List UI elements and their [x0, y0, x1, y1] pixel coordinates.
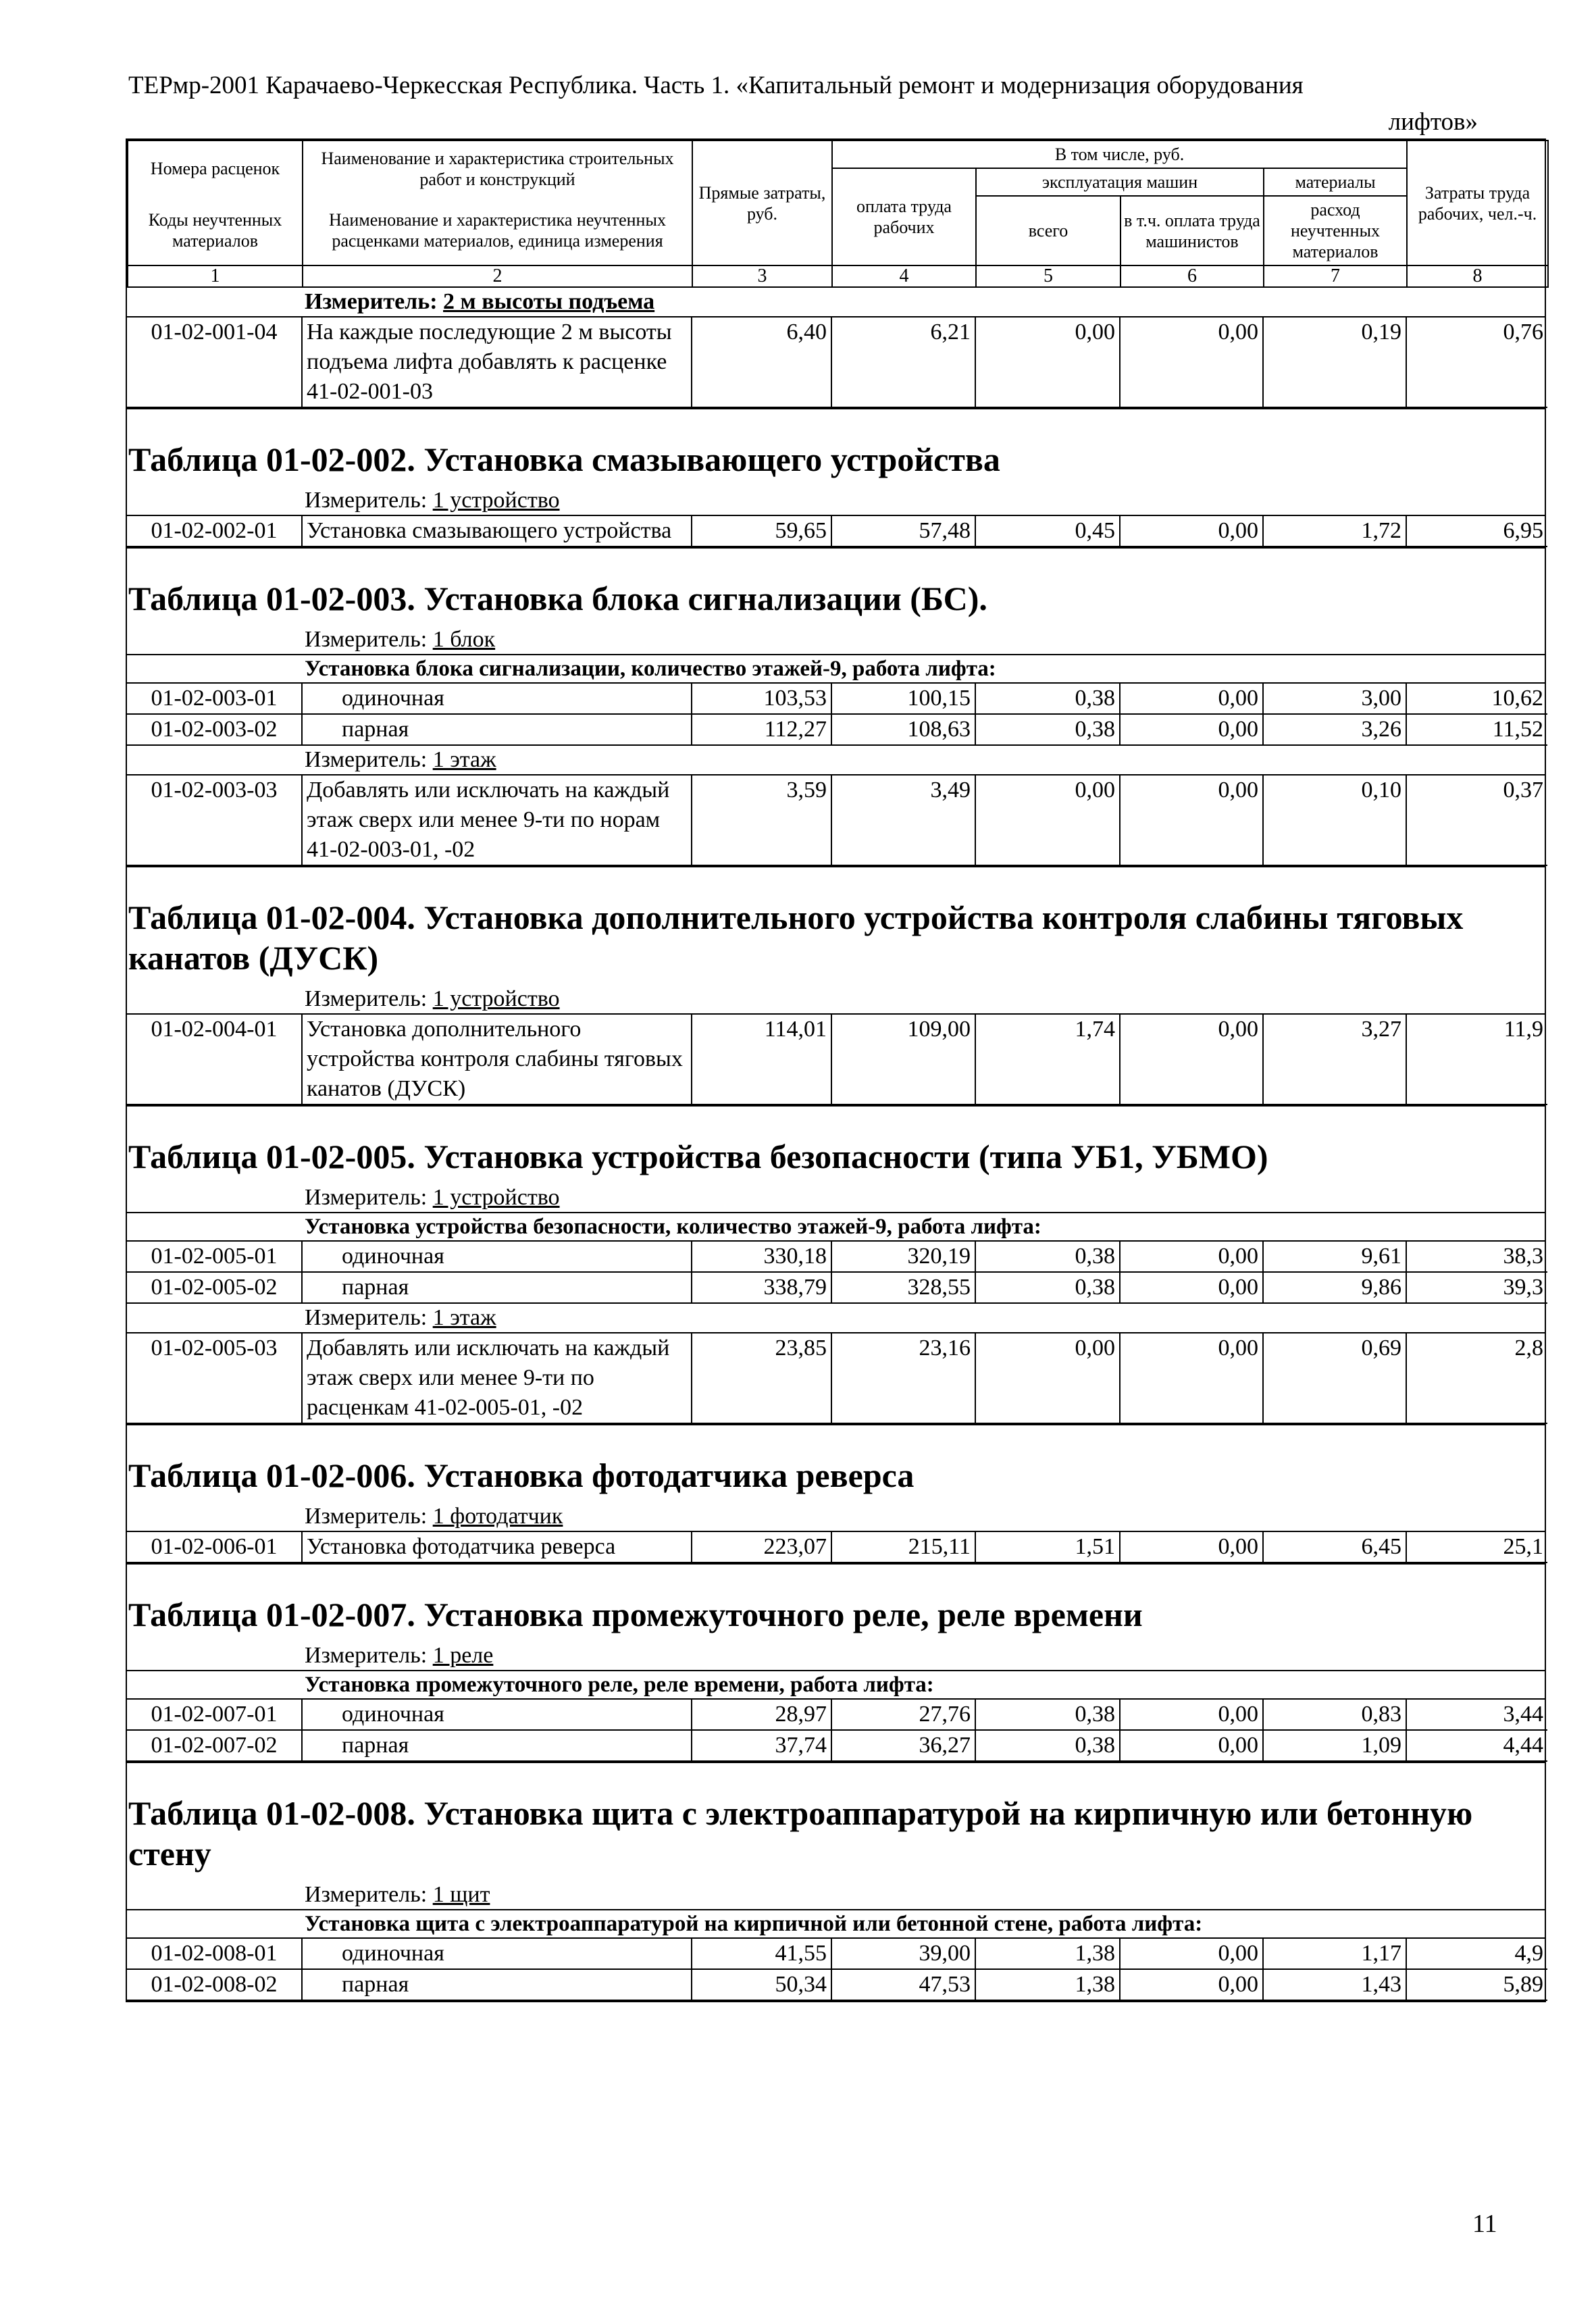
- rate-value: 59,65: [692, 516, 831, 547]
- rate-code: 01-02-007-02: [127, 1731, 302, 1761]
- rate-value: 0,69: [1263, 1333, 1406, 1423]
- rate-value: 1,43: [1263, 1970, 1406, 2000]
- rate-value: 330,18: [692, 1242, 831, 1272]
- rate-name: одиночная: [302, 1700, 692, 1730]
- rate-value: 215,11: [831, 1532, 975, 1562]
- rate-name: парная: [302, 1273, 692, 1303]
- table-row: [127, 1939, 1547, 1970]
- rate-value: 328,55: [831, 1273, 975, 1303]
- rate-value: 223,07: [692, 1532, 831, 1562]
- rate-value: 0,37: [1406, 776, 1547, 865]
- table-title: Таблица 01-02-006. Установка фотодатчика реверса: [127, 1424, 1545, 1502]
- col-materials: материалы: [1264, 168, 1407, 196]
- rate-value: 1,72: [1263, 516, 1406, 547]
- rates-table: [126, 138, 1546, 2002]
- rate-value: 0,19: [1263, 317, 1406, 407]
- rate-value: 1,38: [975, 1970, 1120, 2000]
- rate-value: 0,38: [975, 715, 1120, 745]
- measure-label: Измеритель:: [305, 1305, 428, 1330]
- rate-value: 0,00: [1120, 1939, 1263, 1969]
- table-block: [127, 1105, 1545, 1424]
- rate-value: 41,55: [692, 1939, 831, 1969]
- rate-value: 0,00: [1120, 1700, 1263, 1730]
- measure-label: Измеритель:: [305, 289, 438, 314]
- rate-value: 36,27: [831, 1731, 975, 1761]
- table-title: Таблица 01-02-002. Установка смазывающего устройства: [127, 408, 1545, 486]
- measure-label: Измеритель:: [305, 1643, 428, 1668]
- rate-value: 4,9: [1406, 1939, 1547, 1969]
- rate-value: 0,00: [1120, 317, 1263, 407]
- col-labor-cost: Затраты труда рабочих, чел.-ч.: [1407, 141, 1548, 265]
- rate-value: 1,74: [975, 1015, 1120, 1104]
- header-line-2: лифтов»: [1388, 108, 1478, 136]
- rate-name: Добавлять или исключать на каждый этаж сверх или менее 9-ти по расценкам 41-02-005-01, -02: [302, 1333, 692, 1423]
- rate-value: 1,51: [975, 1532, 1120, 1562]
- rate-name: Установка смазывающего устройства: [302, 516, 692, 547]
- group-heading: Установка блока сигнализации, количество этажей-9, работа лифта:: [127, 655, 1545, 684]
- rate-code: 01-02-008-02: [127, 1970, 302, 2000]
- rate-code: 01-02-001-04: [127, 317, 302, 407]
- measure-row: [127, 1184, 1545, 1213]
- table-row: [127, 516, 1547, 547]
- rate-value: 338,79: [692, 1273, 831, 1303]
- rate-value: 320,19: [831, 1242, 975, 1272]
- rate-value: 3,59: [692, 776, 831, 865]
- rate-value: 11,9: [1406, 1015, 1547, 1104]
- rate-value: 50,34: [692, 1970, 831, 2000]
- rate-value: 0,00: [1120, 1242, 1263, 1272]
- col-num: 3: [692, 265, 832, 287]
- rate-value: 0,83: [1263, 1700, 1406, 1730]
- rate-value: 3,00: [1263, 684, 1406, 714]
- measure-row: [127, 1304, 1545, 1333]
- rate-value: 0,00: [975, 776, 1120, 865]
- table-block: [127, 408, 1545, 547]
- rate-value: 114,01: [692, 1015, 831, 1104]
- measure-value: 1 фотодатчик: [432, 1504, 563, 1529]
- rate-value: 0,38: [975, 684, 1120, 714]
- rate-code: 01-02-006-01: [127, 1532, 302, 1562]
- col-num: 6: [1121, 265, 1264, 287]
- table-block: [127, 547, 1545, 866]
- rate-value: 39,3: [1406, 1273, 1547, 1303]
- measure-value: 1 щит: [432, 1882, 490, 1907]
- table-title: Таблица 01-02-003. Установка блока сигнализации (БС).: [127, 547, 1545, 626]
- rate-value: 23,85: [692, 1333, 831, 1423]
- rate-code: 01-02-008-01: [127, 1939, 302, 1969]
- measure-row: [127, 1642, 1545, 1671]
- measure-value: 1 реле: [432, 1643, 494, 1668]
- measure-row: [127, 288, 1545, 317]
- rate-value: 0,00: [1120, 715, 1263, 745]
- rate-name: Добавлять или исключать на каждый этаж сверх или менее 9-ти по норам 41-02-003-01, -02: [302, 776, 692, 865]
- rate-value: 3,27: [1263, 1015, 1406, 1104]
- measure-label: Измеритель:: [305, 1185, 428, 1210]
- col-name-bottom: Наименование и характеристика неучтенных расценками материалов, единица измерения: [303, 196, 692, 265]
- rate-value: 0,76: [1406, 317, 1547, 407]
- col-name-top: Наименование и характеристика строительных работ и конструкций: [303, 141, 692, 196]
- rate-value: 1,38: [975, 1939, 1120, 1969]
- page-number: 11: [1472, 2210, 1497, 2238]
- rate-code: 01-02-005-03: [127, 1333, 302, 1423]
- rate-value: 25,1: [1406, 1532, 1547, 1562]
- measure-row: [127, 626, 1545, 655]
- rate-value: 0,00: [1120, 1731, 1263, 1761]
- rate-value: 6,45: [1263, 1532, 1406, 1562]
- rate-code: 01-02-003-01: [127, 684, 302, 714]
- rate-value: 0,38: [975, 1242, 1120, 1272]
- page-header: [128, 68, 1478, 141]
- rate-name: парная: [302, 715, 692, 745]
- measure-label: Измеритель:: [305, 488, 428, 513]
- rate-name: парная: [302, 1731, 692, 1761]
- col-num: 2: [303, 265, 692, 287]
- header-line-1: ТЕРмр-2001 Карачаево-Черкесская Республика. Часть 1. «Капитальный ремонт и модернизация оборудования: [128, 72, 1304, 99]
- measure-label: Измеритель:: [305, 747, 428, 772]
- rate-value: 0,10: [1263, 776, 1406, 865]
- measure-value: 2 м высоты подъема: [443, 289, 655, 314]
- measure-value: 1 этаж: [432, 1305, 496, 1330]
- rate-value: 3,26: [1263, 715, 1406, 745]
- rate-name: Установка фотодатчика реверса: [302, 1532, 692, 1562]
- rate-value: 11,52: [1406, 715, 1547, 745]
- col-codes-top: Номера расценок: [128, 141, 303, 196]
- table-row: [127, 1242, 1547, 1273]
- rate-value: 23,16: [831, 1333, 975, 1423]
- col-num: 7: [1264, 265, 1407, 287]
- table-row: [127, 1273, 1547, 1304]
- rate-value: 3,49: [831, 776, 975, 865]
- rate-value: 108,63: [831, 715, 975, 745]
- rate-value: 0,00: [1120, 1532, 1263, 1562]
- table-block: [127, 1762, 1545, 2001]
- rate-value: 0,38: [975, 1273, 1120, 1303]
- rate-value: 112,27: [692, 715, 831, 745]
- measure-label: Измеритель:: [305, 1504, 428, 1529]
- table-title: Таблица 01-02-008. Установка щита с электроаппаратурой на кирпичную или бетонную стену: [127, 1762, 1545, 1881]
- table-row: [127, 1970, 1547, 2001]
- table-body: [127, 288, 1545, 2001]
- measure-value: 1 устройство: [432, 488, 560, 513]
- rate-value: 9,86: [1263, 1273, 1406, 1303]
- rate-code: 01-02-002-01: [127, 516, 302, 547]
- rate-value: 1,17: [1263, 1939, 1406, 1969]
- rate-code: 01-02-004-01: [127, 1015, 302, 1104]
- col-num: 8: [1407, 265, 1548, 287]
- measure-row: [127, 985, 1545, 1015]
- rate-name: парная: [302, 1970, 692, 2000]
- measure-value: 1 этаж: [432, 747, 496, 772]
- rate-name: Установка дополнительного устройства контроля слабины тяговых канатов (ДУСК): [302, 1015, 692, 1104]
- rate-value: 0,45: [975, 516, 1120, 547]
- rate-value: 0,00: [1120, 1015, 1263, 1104]
- table-row: [127, 715, 1547, 746]
- rate-value: 4,44: [1406, 1731, 1547, 1761]
- table-block: [127, 288, 1545, 408]
- table-row: [127, 1532, 1547, 1563]
- table-title: Таблица 01-02-005. Установка устройства безопасности (типа УБ1, УБМО): [127, 1105, 1545, 1184]
- rate-value: 0,38: [975, 1700, 1120, 1730]
- rate-value: 6,95: [1406, 516, 1547, 547]
- measure-label: Измеритель:: [305, 1882, 428, 1907]
- measure-value: 1 блок: [432, 627, 496, 652]
- rate-value: 0,00: [1120, 684, 1263, 714]
- rate-value: 9,61: [1263, 1242, 1406, 1272]
- col-num: 1: [128, 265, 303, 287]
- rate-value: 5,89: [1406, 1970, 1547, 2000]
- table-row: [127, 1015, 1547, 1105]
- group-heading: Установка промежуточного реле, реле времени, работа лифта:: [127, 1671, 1545, 1700]
- rate-value: 3,44: [1406, 1700, 1547, 1730]
- rate-value: 6,40: [692, 317, 831, 407]
- col-num: 5: [976, 265, 1121, 287]
- column-header: [127, 140, 1549, 288]
- col-machines-total: всего: [976, 196, 1121, 265]
- rate-value: 57,48: [831, 516, 975, 547]
- measure-row: [127, 1502, 1545, 1532]
- rate-value: 39,00: [831, 1939, 975, 1969]
- measure-row: [127, 746, 1545, 776]
- rate-value: 0,00: [1120, 516, 1263, 547]
- col-labor-pay: оплата труда рабочих: [832, 168, 976, 265]
- rate-value: 37,74: [692, 1731, 831, 1761]
- table-block: [127, 1424, 1545, 1563]
- rate-value: 103,53: [692, 684, 831, 714]
- rate-value: 10,62: [1406, 684, 1547, 714]
- table-title: Таблица 01-02-004. Установка дополнительного устройства контроля слабины тяговых канатов (ДУСК): [127, 866, 1545, 985]
- group-heading: Установка устройства безопасности, количество этажей-9, работа лифта:: [127, 1213, 1545, 1242]
- table-title: Таблица 01-02-007. Установка промежуточного реле, реле времени: [127, 1563, 1545, 1642]
- col-materials-use: расход неучтенных материалов: [1264, 196, 1407, 265]
- rate-value: 47,53: [831, 1970, 975, 2000]
- rate-value: 6,21: [831, 317, 975, 407]
- rate-code: 01-02-003-03: [127, 776, 302, 865]
- col-codes-bottom: Коды неучтенных материалов: [128, 196, 303, 265]
- rate-value: 0,00: [1120, 1333, 1263, 1423]
- rate-name: На каждые последующие 2 м высоты подъема лифта добавлять к расценке 41-02-001-03: [302, 317, 692, 407]
- col-incl: В том числе, руб.: [832, 141, 1407, 168]
- rate-value: 27,76: [831, 1700, 975, 1730]
- col-machines: эксплуатация машин: [976, 168, 1264, 196]
- rate-value: 0,00: [1120, 776, 1263, 865]
- rate-value: 1,09: [1263, 1731, 1406, 1761]
- measure-row: [127, 1881, 1545, 1910]
- rate-name: одиночная: [302, 684, 692, 714]
- col-direct: Прямые затраты, руб.: [692, 141, 832, 265]
- col-num: 4: [832, 265, 976, 287]
- measure-label: Измеритель:: [305, 627, 428, 652]
- measure-value: 1 устройство: [432, 986, 560, 1011]
- rate-value: 0,38: [975, 1731, 1120, 1761]
- rate-value: 38,3: [1406, 1242, 1547, 1272]
- rate-code: 01-02-003-02: [127, 715, 302, 745]
- rate-value: 100,15: [831, 684, 975, 714]
- rate-value: 0,00: [1120, 1273, 1263, 1303]
- rate-code: 01-02-005-02: [127, 1273, 302, 1303]
- rate-code: 01-02-007-01: [127, 1700, 302, 1730]
- measure-row: [127, 486, 1545, 516]
- measure-label: Измеритель:: [305, 986, 428, 1011]
- rate-value: 28,97: [692, 1700, 831, 1730]
- group-heading: Установка щита с электроаппаратурой на кирпичной или бетонной стене, работа лифта:: [127, 1910, 1545, 1939]
- measure-value: 1 устройство: [432, 1185, 560, 1210]
- rate-name: одиночная: [302, 1242, 692, 1272]
- table-row: [127, 1700, 1547, 1731]
- table-block: [127, 866, 1545, 1105]
- table-row: [127, 776, 1547, 866]
- rate-value: 109,00: [831, 1015, 975, 1104]
- rate-value: 2,8: [1406, 1333, 1547, 1423]
- rate-value: 0,00: [1120, 1970, 1263, 2000]
- table-block: [127, 1563, 1545, 1762]
- rate-value: 0,00: [975, 317, 1120, 407]
- table-row: [127, 1333, 1547, 1424]
- col-machines-pay: в т.ч. оплата труда машинистов: [1121, 196, 1264, 265]
- table-row: [127, 317, 1547, 408]
- rate-value: 0,00: [975, 1333, 1120, 1423]
- rate-code: 01-02-005-01: [127, 1242, 302, 1272]
- table-row: [127, 1731, 1547, 1762]
- table-row: [127, 684, 1547, 715]
- rate-name: одиночная: [302, 1939, 692, 1969]
